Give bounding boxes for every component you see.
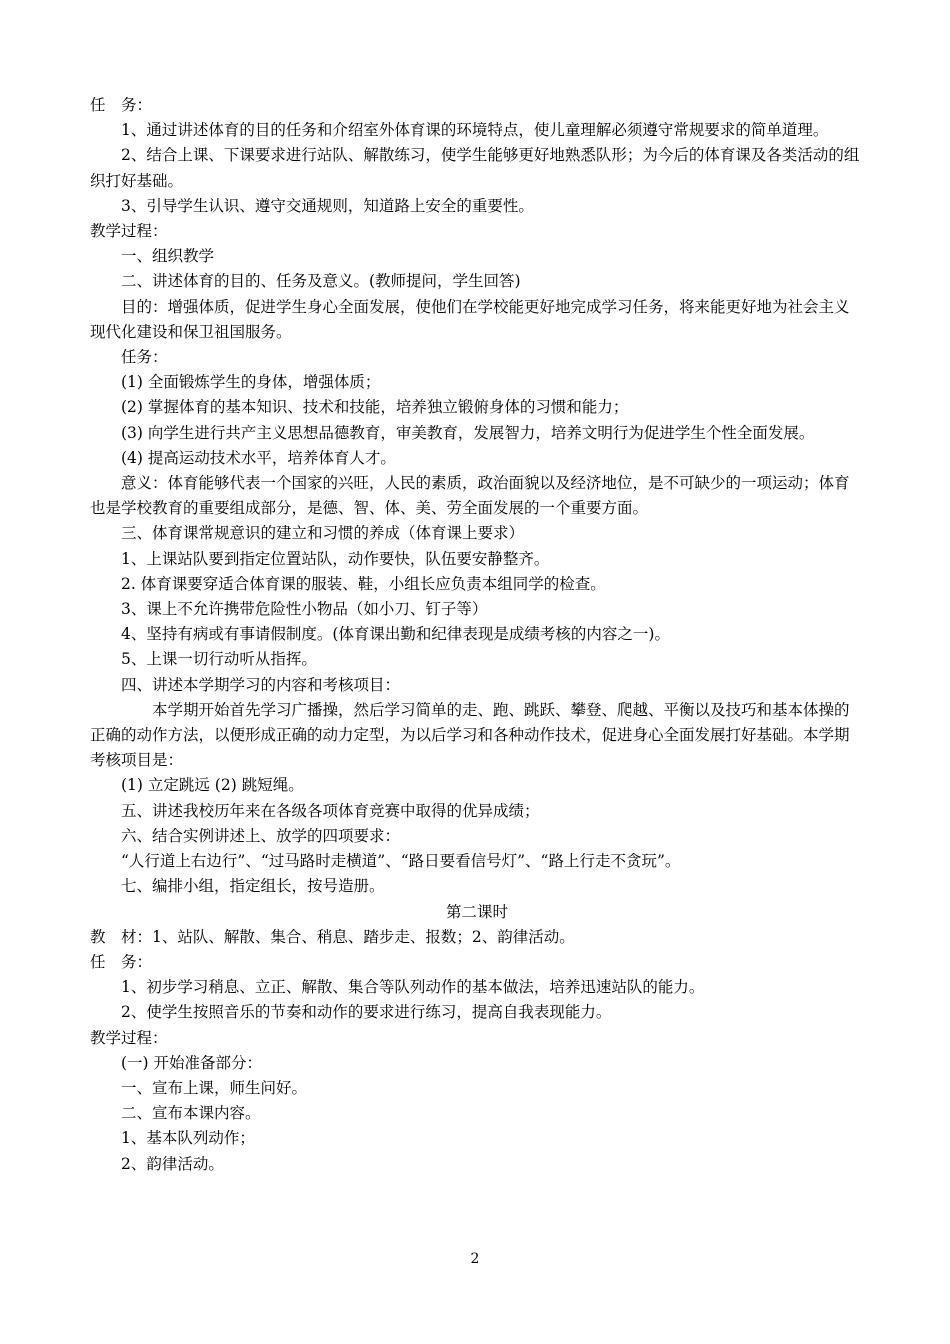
list-item: 2. 体育课要穿适合体育课的服装、鞋，小组长应负责本组同学的检查。	[121, 574, 606, 593]
paragraph: 目的：增强体质，促进学生身心全面发展，使他们在学校能更好地完成学习任务，将来能更好地为社会主义现代化建设和保卫祖国服务。	[90, 297, 850, 341]
list-item: (1) 全面锻炼学生的身体，增强体质；	[121, 373, 381, 392]
section-heading: 四、讲述本学期学习的内容和考核项目：	[121, 675, 401, 694]
list-item: 5、上课一切行动听从指挥。	[121, 650, 317, 669]
heading-materials: 教 材：1、站队、解散、集合、稍息、踏步走、报数；2、韵律活动。	[90, 927, 575, 946]
paragraph: 3、引导学生认识、遵守交通规则，知道路上安全的重要性。	[121, 196, 534, 215]
heading-teaching-process: 教学过程：	[90, 1028, 168, 1047]
paragraph: 2、结合上课、下课要求进行站队、解散练习，使学生能够更好地熟悉队形；为今后的体育课及各类活动的组织打好基础。	[90, 146, 860, 190]
paragraph: 一、组织教学	[121, 247, 215, 266]
section-heading: 五、讲述我校历年来在各级各项体育竞赛中取得的优异成绩；	[121, 801, 540, 820]
section-heading: 三、体育课常规意识的建立和习惯的养成（体育课上要求）	[121, 524, 525, 543]
section-heading: (一) 开始准备部分：	[121, 1053, 263, 1072]
lesson-title: 第二课时	[445, 902, 508, 921]
paragraph: 本学期开始首先学习广播操，然后学习简单的走、跑、跳跃、攀登、爬越、平衡以及技巧和基本体操的正确的动作方法，以便形成正确的动力定型，为以后学习和各种动作技术，促进身心全面发展打好基础。本学期考核项目是：	[90, 700, 850, 770]
list-item: 二、宣布本课内容。	[121, 1104, 261, 1123]
list-item: (2) 掌握体育的基本知识、技术和技能，培养独立锻俯身体的习惯和能力；	[121, 398, 629, 417]
list-item: (1) 立定跳远 (2) 跳短绳。	[121, 776, 304, 795]
list-item: 4、坚持有病或有事请假制度。(体育课出勤和纪律表现是成绩考核的内容之一)。	[121, 625, 670, 644]
document-body	[90, 93, 864, 1177]
paragraph: 意义：体育能够代表一个国家的兴旺，人民的素质，政治面貌以及经济地位，是不可缺少的一项运动；体育也是学校教育的重要组成部分，是德、智、体、美、劳全面发展的一个重要方面。	[90, 474, 850, 518]
heading-teaching-process: 教学过程：	[90, 222, 168, 241]
list-item: 2、使学生按照音乐的节奏和动作的要求进行练习，提高自我表现能力。	[121, 1003, 612, 1022]
list-item: 3、课上不允许携带危险性小物品（如小刀、钉子等）	[121, 600, 488, 619]
paragraph: 1、通过讲述体育的目的任务和介绍室外体育课的环境特点，使儿童理解必须遵守常规要求的简单道理。	[121, 121, 829, 140]
paragraph: “人行道上右边行”、“过马路时走横道”、“路日要看信号灯”、“路上行走不贪玩”。	[121, 852, 681, 871]
section-heading: 六、结合实例讲述上、放学的四项要求：	[121, 826, 401, 845]
heading-tasks: 任 务：	[90, 952, 153, 971]
heading-tasks: 任 务：	[90, 96, 153, 114]
list-item: 2、韵律活动。	[121, 1154, 224, 1173]
list-item: 一、宣布上课，师生问好。	[121, 1078, 308, 1097]
list-item: 1、初步学习稍息、立正、解散、集合等队列动作的基本做法，培养迅速站队的能力。	[121, 978, 705, 997]
page-number: 2	[470, 1251, 480, 1267]
list-item: (4) 提高运动技术水平，培养体育人才。	[121, 448, 396, 467]
paragraph: 二、讲述体育的目的、任务及意义。(教师提问，学生回答)	[121, 272, 521, 291]
list-item: (3) 向学生进行共产主义思想品德教育，审美教育，发展智力，培养文明行为促进学生个性全面发展。	[121, 423, 815, 442]
list-item: 1、上课站队要到指定位置站队，动作要快，队伍要安静整齐。	[121, 549, 550, 568]
section-heading: 七、编排小组，指定组长，按号造册。	[121, 877, 385, 896]
paragraph: 任务：	[121, 348, 168, 367]
list-item: 1、基本队列动作；	[121, 1129, 255, 1148]
